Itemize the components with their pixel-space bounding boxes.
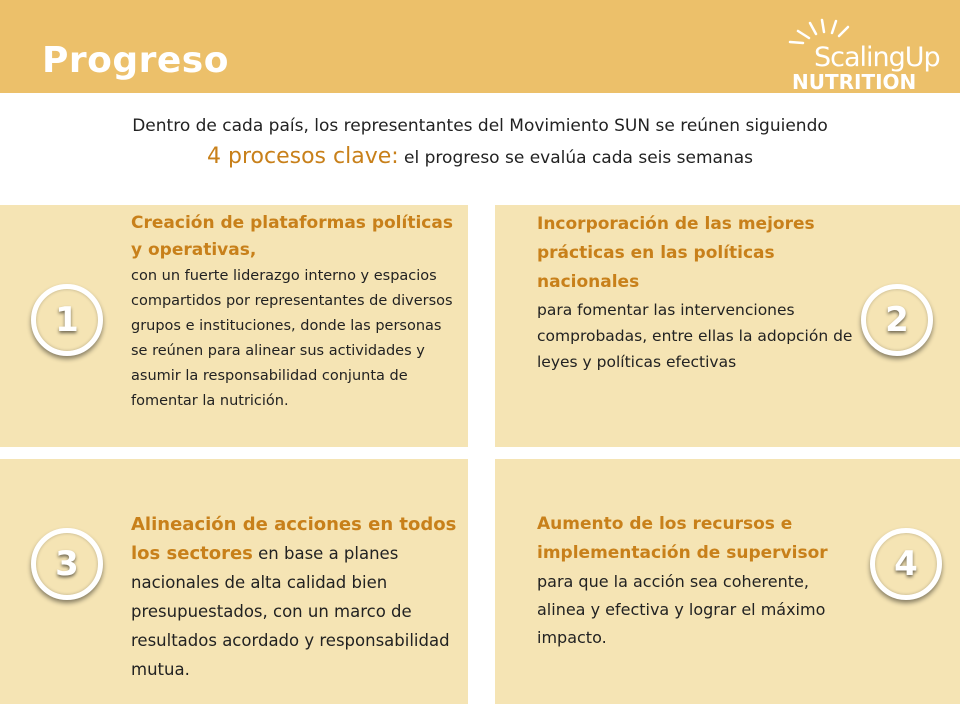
page-title: Progreso: [42, 40, 229, 81]
process-number-4-badge: 4: [870, 528, 942, 600]
logo-nutrition-text: NUTRITION: [792, 70, 917, 94]
process-number-2-badge: 2: [861, 284, 933, 356]
process-heading-4: Aumento de los recursos e implementación de supervisor: [537, 514, 828, 563]
process-text-1: [131, 210, 461, 414]
scaling-up-nutrition-logo: [782, 14, 952, 94]
process-body-1: con un fuerte liderazgo interno y espacios compartidos por representantes de diversos grupos e instituciones, donde las personas se reúnen para alinear sus actividades y asumir la responsabilidad conjunta de fomentar la nutrición.: [131, 268, 453, 409]
process-text-4: [537, 510, 847, 652]
process-number-1-badge: 1: [31, 284, 103, 356]
process-text-3: [131, 510, 461, 684]
intro-highlight: 4 procesos clave:: [207, 144, 399, 169]
process-text-2: [537, 210, 857, 375]
process-body-3: en base a planes nacionales de alta calidad bien presupuestados, con un marco de resultados acordado y responsabilidad mutua.: [131, 544, 450, 679]
logo-scaling-up-text: ScalingUp: [814, 42, 940, 73]
process-body-4: para que la acción sea coherente, alinea y efectiva y lograr el máximo impacto.: [537, 572, 826, 647]
process-heading-2: Incorporación de las mejores prácticas en las políticas nacionales: [537, 214, 815, 292]
process-number-3-badge: 3: [31, 528, 103, 600]
intro-line-2-rest: el progreso se evalúa cada seis semanas: [398, 148, 753, 168]
intro-text: [0, 112, 960, 175]
process-heading-1: Creación de plataformas políticas y operativas,: [131, 213, 453, 260]
process-body-2: para fomentar las intervenciones comprobadas, entre ellas la adopción de leyes y políticas efectivas: [537, 301, 853, 371]
intro-line-2: [0, 140, 960, 175]
intro-line-1: Dentro de cada país, los representantes del Movimiento SUN se reúnen siguiendo: [132, 116, 828, 136]
process-heading-3: Alineación de acciones en todos los sectores: [131, 514, 457, 564]
